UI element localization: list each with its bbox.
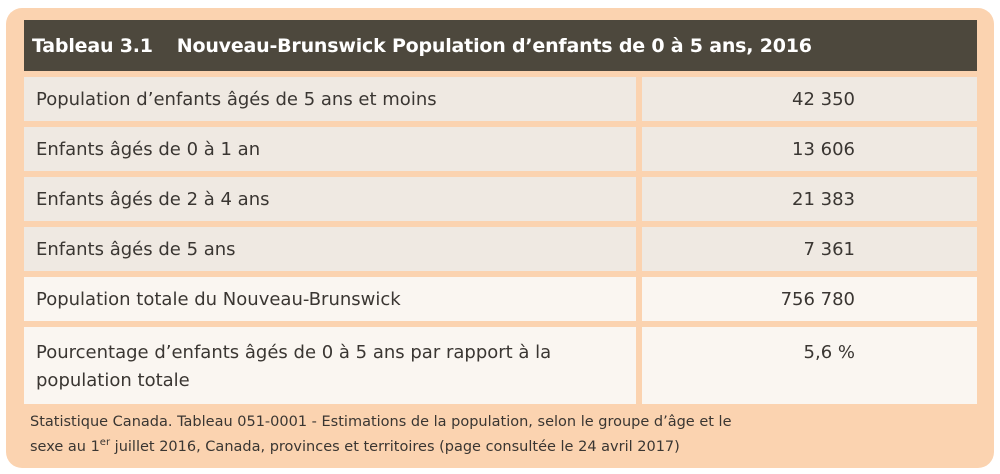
table-title-text: Nouveau-Brunswick Population d’enfants de 0 à 5 ans, 2016 bbox=[176, 34, 812, 57]
row-label: Pourcentage d’enfants âgés de 0 à 5 ans par rapport à la population totale bbox=[24, 327, 636, 404]
source-superscript: er bbox=[99, 437, 111, 449]
table-row-total bbox=[24, 277, 977, 321]
table-row bbox=[24, 227, 977, 271]
source-note bbox=[30, 410, 930, 460]
table-row-percentage bbox=[24, 327, 977, 404]
source-line-1: Statistique Canada. Tableau 051-0001 - Estimations de la population, selon le groupe d’âge et le bbox=[30, 414, 732, 430]
table-row bbox=[24, 177, 977, 221]
row-value: 13 606 bbox=[642, 127, 977, 171]
row-value: 756 780 bbox=[642, 277, 977, 321]
row-value: 5,6 % bbox=[642, 327, 977, 404]
source-line-2a: sexe au 1 bbox=[30, 439, 100, 455]
row-label: Enfants âgés de 0 à 1 an bbox=[24, 127, 636, 171]
source-line-2b: juillet 2016, Canada, provinces et territoires (page consultée le 24 avril 2017) bbox=[110, 439, 680, 455]
row-label: Population d’enfants âgés de 5 ans et moins bbox=[24, 77, 636, 121]
table-number: Tableau 3.1 bbox=[32, 34, 153, 57]
row-value: 7 361 bbox=[642, 227, 977, 271]
row-label: Enfants âgés de 2 à 4 ans bbox=[24, 177, 636, 221]
table-row bbox=[24, 77, 977, 121]
row-value: 42 350 bbox=[642, 77, 977, 121]
row-value: 21 383 bbox=[642, 177, 977, 221]
row-label: Enfants âgés de 5 ans bbox=[24, 227, 636, 271]
table-title bbox=[24, 20, 977, 71]
table-row bbox=[24, 127, 977, 171]
row-label: Population totale du Nouveau-Brunswick bbox=[24, 277, 636, 321]
